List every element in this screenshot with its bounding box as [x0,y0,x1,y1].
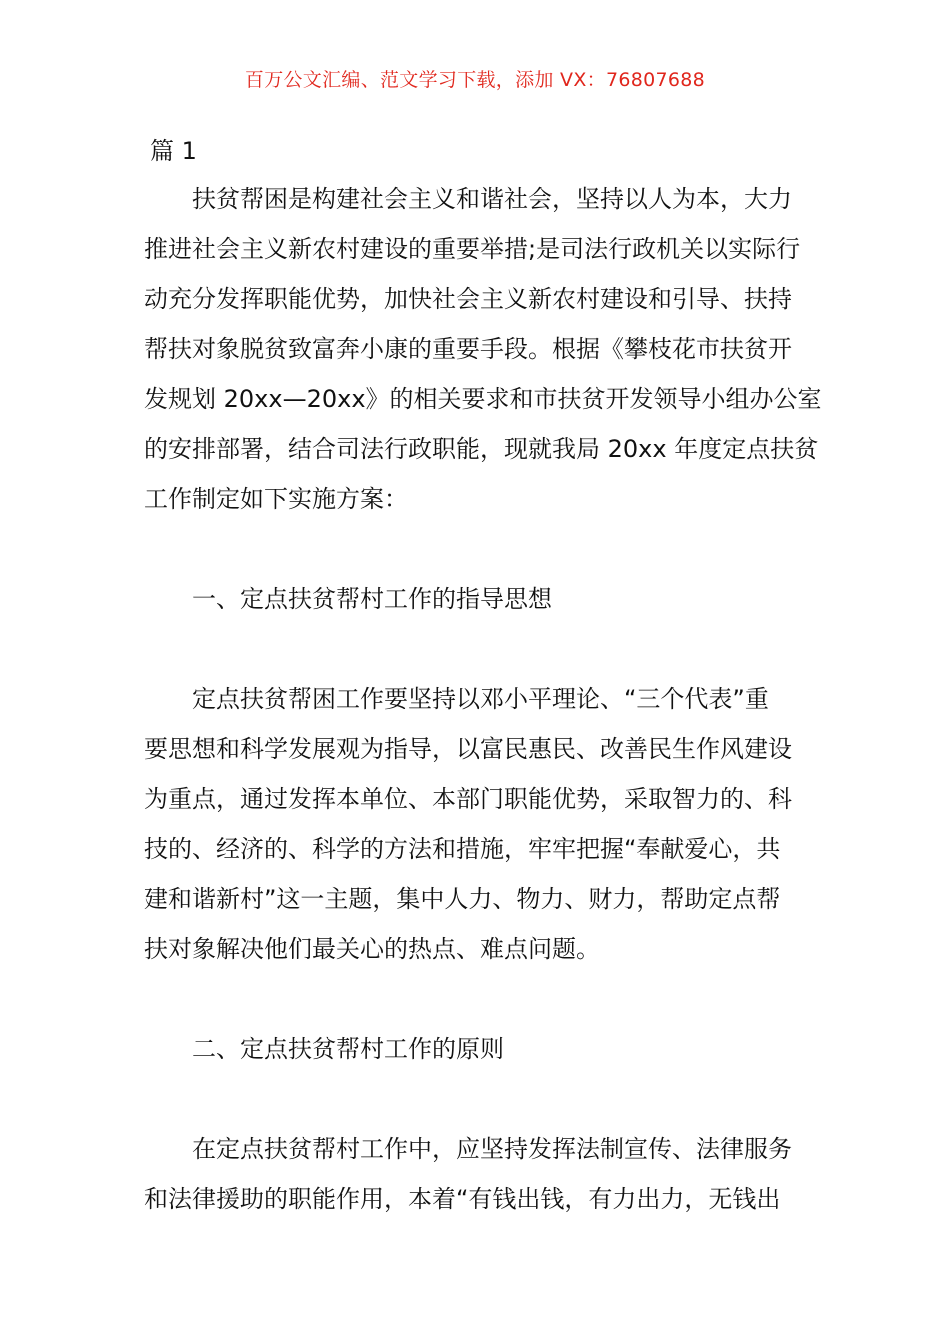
paragraph-line: 在定点扶贫帮村工作中，应坚持发挥法制宣传、法律服务 [192,1135,792,1163]
paragraph-line: 扶贫帮困是构建社会主义和谐社会，坚持以人为本，大力 [192,185,792,213]
paragraph-line: 推进社会主义新农村建设的重要举措;是司法行政机关以实际行 [144,235,801,263]
paragraph-line: 为重点，通过发挥本单位、本部门职能优势，采取智力的、科 [144,785,792,813]
paragraph-line: 建和谐新村”这一主题，集中人力、物力、财力，帮助定点帮 [144,885,781,913]
paragraph-line: 的安排部署，结合司法行政职能，现就我局 20xx 年度定点扶贫 [144,435,819,463]
paragraph-line: 帮扶对象脱贫致富奔小康的重要手段。根据《攀枝花市扶贫开 [144,335,792,363]
paragraph-line: 动充分发挥职能优势，加快社会主义新农村建设和引导、扶持 [144,285,792,313]
section-heading-guiding-ideology: 一、定点扶贫帮村工作的指导思想 [192,585,552,613]
paragraph-line: 定点扶贫帮困工作要坚持以邓小平理论、“三个代表”重 [192,685,769,713]
paragraph-line: 技的、经济的、科学的方法和措施，牢牢把握“奉献爱心，共 [144,835,781,863]
paragraph-line: 扶对象解决他们最关心的热点、难点问题。 [144,935,600,963]
paragraph-line: 工作制定如下实施方案： [144,485,408,513]
header-watermark-note: 百万公文汇编、范文学习下载，添加 VX：76807688 [244,69,706,91]
section-heading-principles: 二、定点扶贫帮村工作的原则 [192,1035,504,1063]
paragraph-line: 发规划 20xx—20xx》的相关要求和市扶贫开发领导小组办公室 [144,385,822,413]
paragraph-line: 要思想和科学发展观为指导，以富民惠民、改善民生作风建设 [144,735,792,763]
paragraph-line: 和法律援助的职能作用，本着“有钱出钱，有力出力，无钱出 [144,1185,781,1213]
article-label: 篇 1 [150,137,197,165]
